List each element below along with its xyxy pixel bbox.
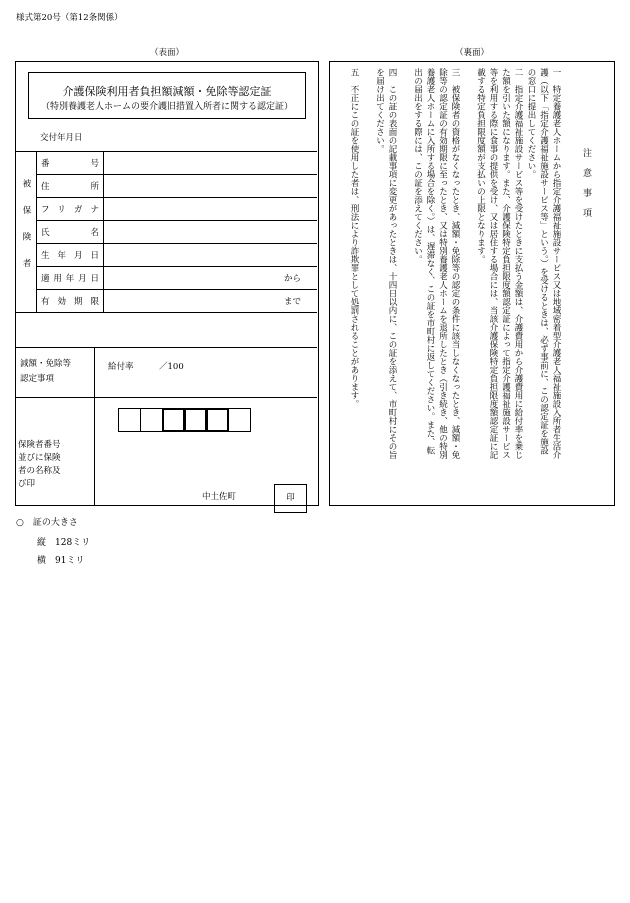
- insurer-number-digit: [206, 408, 229, 432]
- insurer-number-digit: [162, 408, 185, 432]
- note-number: 三: [450, 68, 460, 77]
- insurer-label-line: 並びに保険: [18, 453, 61, 463]
- note-item-5: [348, 68, 361, 460]
- note-text: 特定養護老人ホームから指定介護福祉施設サービス又は地域密着型介護老人福祉施設入所者生活介護（以下「指定介護福祉施設サービス等」という。）を受けるときは、必ず事前に、この認定証を施設の窓口に提出してください。: [526, 68, 561, 459]
- insurer-number-digit: [118, 408, 141, 432]
- note-item-3: [411, 68, 461, 460]
- field-value-number: [104, 152, 318, 175]
- certificate-title: 介護保険利用者負担額減額・免除等認定証: [62, 85, 272, 98]
- note-text: 不正にこの証を使用した者は、刑法により詐欺罪として処罰されることがあります。: [349, 85, 359, 408]
- table-row: [16, 152, 317, 175]
- insurer-label-cell: [16, 398, 95, 506]
- certification-label-line2: 認定事項: [20, 374, 55, 384]
- back-card: [329, 61, 615, 506]
- notes-list: [334, 68, 574, 498]
- insurer-number-digit: [140, 408, 163, 432]
- note-text: この証の表面の記載事項に変更があったときは、十四日以内に、この証を添えて、市町村にその旨を届け出てください。: [374, 68, 397, 459]
- field-value-expiry: まで: [104, 290, 318, 313]
- insurer-number-boxes: [119, 408, 251, 432]
- note-item-4: [373, 68, 398, 460]
- note-number: 四: [387, 68, 397, 77]
- field-value-birthdate: [104, 244, 318, 267]
- field-value-applicable-date: から: [104, 267, 318, 290]
- table-row: [16, 175, 317, 198]
- front-card: [15, 61, 319, 506]
- seal-label: 印: [286, 493, 295, 503]
- insurer-number-digit: [228, 408, 251, 432]
- table-row: [16, 221, 317, 244]
- certification-label-line1: 減額・免除等: [20, 359, 72, 369]
- note-number: 二: [513, 68, 523, 77]
- title-box: [28, 72, 306, 119]
- card-size-heading: ○ 証の大きさ: [16, 518, 78, 528]
- certification-label-cell: [16, 348, 95, 397]
- note-item-2: [474, 68, 524, 460]
- insurer-row: [16, 397, 317, 505]
- field-label-name: 氏名: [37, 221, 104, 244]
- note-number: 一: [551, 68, 561, 77]
- field-label-furigana: フリガナ: [37, 198, 104, 221]
- insurer-label-line: び印: [18, 479, 36, 489]
- insurer-label-line: 者の名称及: [18, 466, 61, 476]
- payment-rate: 給付率 ／100: [108, 362, 184, 372]
- notes-title: 注意事項: [581, 148, 591, 228]
- note-number: 五: [349, 68, 359, 77]
- issue-date-label: 交付年月日: [40, 133, 83, 143]
- field-value-name: [104, 221, 318, 244]
- field-label-expiry: 有効期限: [37, 290, 104, 313]
- back-side-label: （裏面）: [455, 48, 490, 58]
- form-number-label: 様式第20号（第12条関係）: [16, 13, 123, 23]
- field-value-address: [104, 175, 318, 198]
- table-row: [16, 198, 317, 221]
- table-row: [16, 267, 317, 290]
- certificate-subtitle: （特別養護老人ホームの要介護旧措置入所者に関する認定証）: [40, 102, 293, 112]
- certification-row: [16, 347, 317, 397]
- insurer-number-digit: [184, 408, 207, 432]
- insurer-label-line: 保険者番号: [18, 440, 61, 450]
- field-value-furigana: [104, 198, 318, 221]
- insured-person-label: 被保険者: [16, 152, 37, 313]
- insurer-name: 中土佐町: [202, 492, 237, 502]
- field-label-address: 住所: [37, 175, 104, 198]
- note-item-1: [525, 68, 563, 460]
- card-size-height: 縦 128ミリ: [37, 538, 91, 548]
- insured-info-table: [16, 151, 317, 313]
- table-row: [16, 244, 317, 267]
- seal-box: [274, 484, 307, 513]
- note-text: 被保険者の資格がなくなったとき、減額・免除等の認定の条件に該当しなくなったとき、減額・免除等の認定証の有効期限に至ったとき、又は特別養護老人ホームを退所したとき（引き続き、他の特別養護老人ホームに入所する場合を除く。）は、遅滞なく、この証を市町村に返してください。また、転出の届出をする際には、この証を添えてください。: [412, 68, 460, 459]
- field-label-birthdate: 生年月日: [37, 244, 104, 267]
- card-size-width: 横 91ミリ: [37, 556, 85, 566]
- front-side-label: （表面）: [150, 48, 185, 58]
- table-row: [16, 290, 317, 313]
- note-text: 指定介護福祉施設サービス等を受けたときに支払う金額は、介護費用から介護費用に給付率を乗じた額を引いた額になります。また、介護保険特定負担限度額認定証によって指定介護福祉施設サービス等を利用する際に食事の提供を受け、又は居住する場合には、当該介護保険特定負担限度額認定証に記載する特定負担限度額が支払いの上限となります。: [475, 68, 523, 459]
- field-label-number: 番号: [37, 152, 104, 175]
- field-label-applicable-date: 適用年月日: [37, 267, 104, 290]
